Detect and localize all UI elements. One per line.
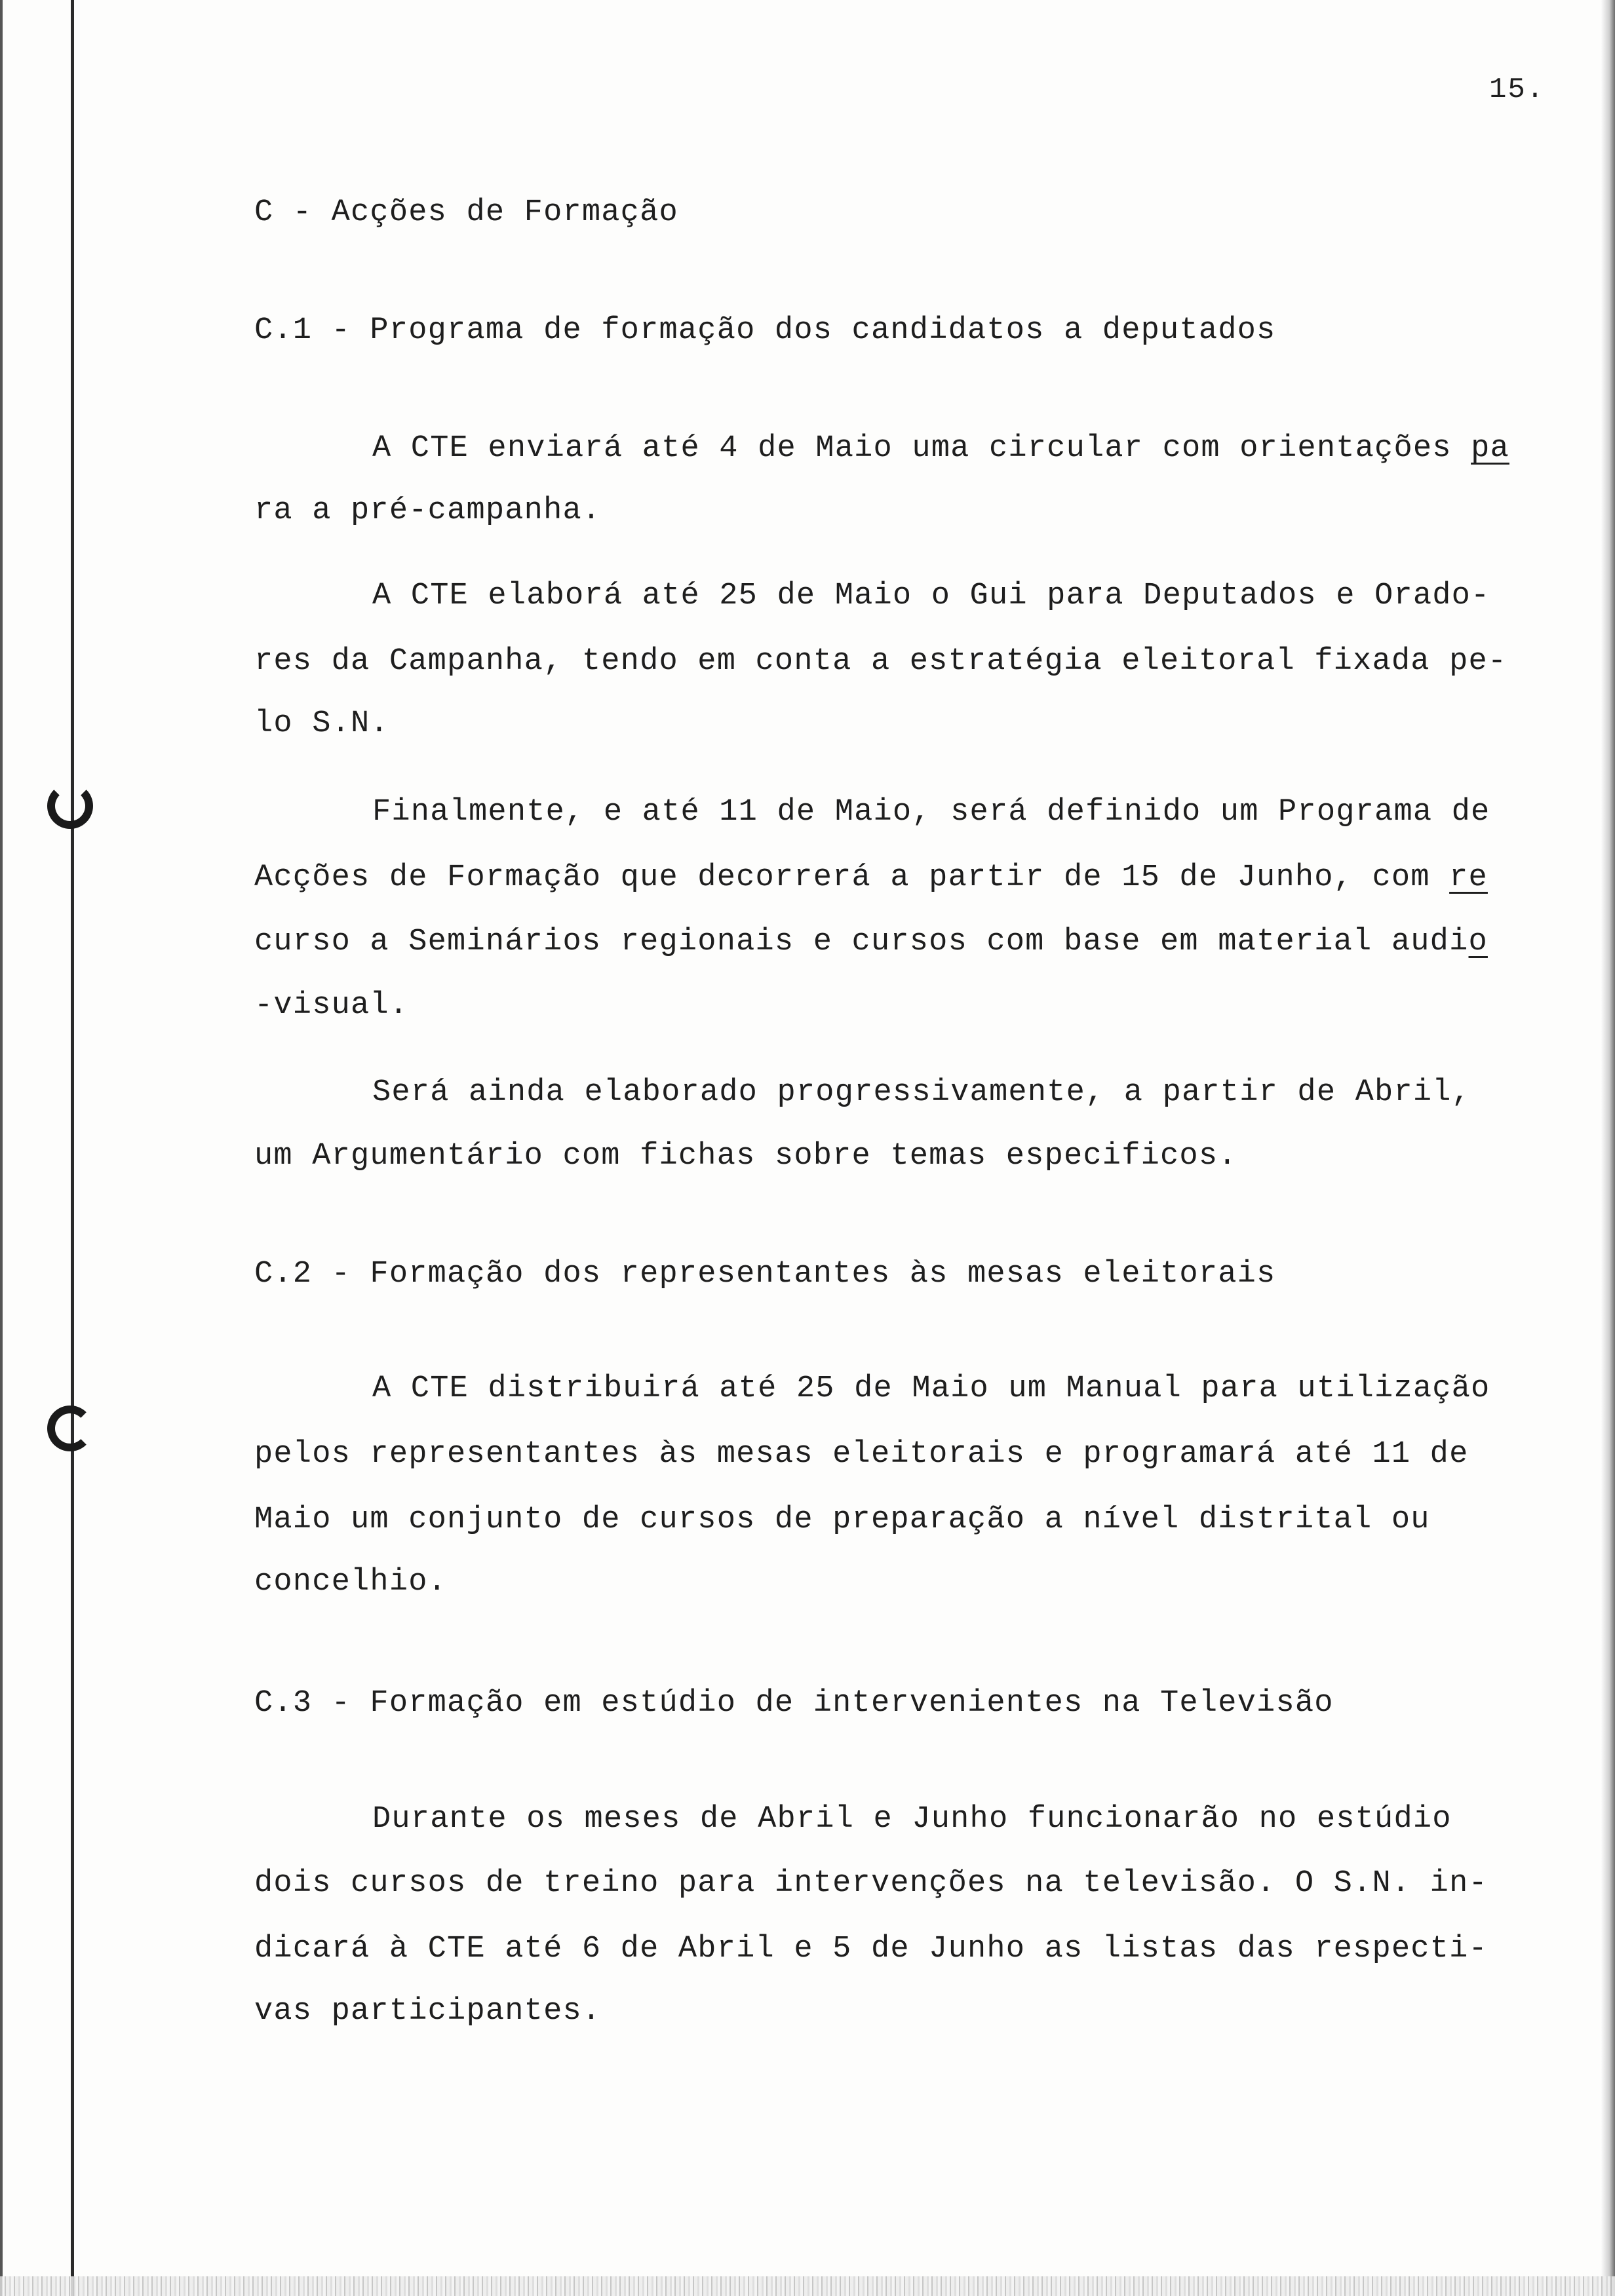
- text-line-content: curso a Seminários regionais e cursos com base em material audi: [254, 925, 1469, 959]
- punch-hole-icon: [47, 783, 93, 829]
- text-line: [254, 858, 1488, 898]
- text-line-content: A CTE enviará até 4 de Maio uma circular com orientações: [372, 431, 1471, 466]
- text-line-content: A CTE elaborá até 25 de Maio o Gui para Deputados e Orado-: [372, 579, 1490, 613]
- text-line: [254, 311, 1275, 351]
- text-line: [254, 1255, 1275, 1294]
- text-line-content: Maio um conjunto de cursos de preparação a nível distrital ou: [254, 1502, 1430, 1537]
- text-line-content: C.3 - Formação em estúdio de intervenientes na Televisão: [254, 1686, 1334, 1721]
- text-line-content: Será ainda elaborado progressivamente, a partir de Abril,: [372, 1075, 1471, 1110]
- text-line: [254, 1137, 1237, 1176]
- text-line: [372, 1800, 1452, 1839]
- text-line: [254, 1501, 1430, 1540]
- text-line: [254, 1563, 447, 1602]
- text-line-content: pelos representantes às mesas eleitorais e programará até 11 de: [254, 1437, 1469, 1472]
- text-line-content: concelhio.: [254, 1565, 448, 1599]
- text-line: [254, 1992, 601, 2031]
- text-line: [372, 1369, 1490, 1409]
- text-line-content: -visual.: [254, 988, 409, 1023]
- text-line-content: dois cursos de treino para intervenções na televisão. O S.N. in-: [254, 1866, 1488, 1901]
- text-line: [254, 1435, 1469, 1474]
- text-line-underlined-tail: re: [1449, 860, 1488, 895]
- text-line-content: lo S.N.: [254, 706, 389, 741]
- text-line: [254, 1864, 1488, 1904]
- text-line: [372, 1073, 1471, 1113]
- text-line-content: Acções de Formação que decorrerá a partir de 15 de Junho, com: [254, 860, 1450, 895]
- text-line-content: C.2 - Formação dos representantes às mesas eleitorais: [254, 1257, 1276, 1292]
- scan-shadow-right: [1601, 0, 1615, 2296]
- page-number: 15.: [1489, 73, 1546, 106]
- text-line-content: um Argumentário com fichas sobre temas especificos.: [254, 1139, 1237, 1174]
- text-line: [254, 193, 678, 233]
- text-line: [254, 1684, 1334, 1723]
- text-line-content: Finalmente, e até 11 de Maio, será definido um Programa de: [372, 795, 1490, 830]
- text-line: [254, 491, 601, 531]
- text-line-underlined-tail: pa: [1471, 431, 1509, 466]
- binder-line: [71, 0, 74, 2296]
- text-line: [254, 642, 1507, 681]
- text-line: [372, 793, 1490, 832]
- binder-edge: [0, 0, 3, 2296]
- text-line-content: dicará à CTE até 6 de Abril e 5 de Junho as listas das respecti-: [254, 1932, 1488, 1966]
- text-line-content: vas participantes.: [254, 1994, 602, 2029]
- text-line-content: C - Acções de Formação: [254, 195, 678, 230]
- text-line: [372, 429, 1509, 469]
- text-line-underlined-tail: o: [1468, 925, 1488, 959]
- text-line: [254, 986, 408, 1025]
- text-line-content: Durante os meses de Abril e Junho funcionarão no estúdio: [372, 1802, 1452, 1837]
- text-line: [254, 923, 1488, 962]
- scan-artifact-bottom: [0, 2276, 1615, 2296]
- punch-hole-icon: [47, 1406, 93, 1451]
- text-line: [254, 704, 389, 744]
- text-line-content: C.1 - Programa de formação dos candidatos a deputados: [254, 313, 1276, 348]
- text-line-content: res da Campanha, tendo em conta a estratégia eleitoral fixada pe-: [254, 644, 1508, 679]
- text-line-content: A CTE distribuirá até 25 de Maio um Manual para utilização: [372, 1371, 1490, 1406]
- text-line-content: ra a pré-campanha.: [254, 493, 602, 528]
- text-line: [372, 577, 1490, 616]
- text-line: [254, 1930, 1488, 1969]
